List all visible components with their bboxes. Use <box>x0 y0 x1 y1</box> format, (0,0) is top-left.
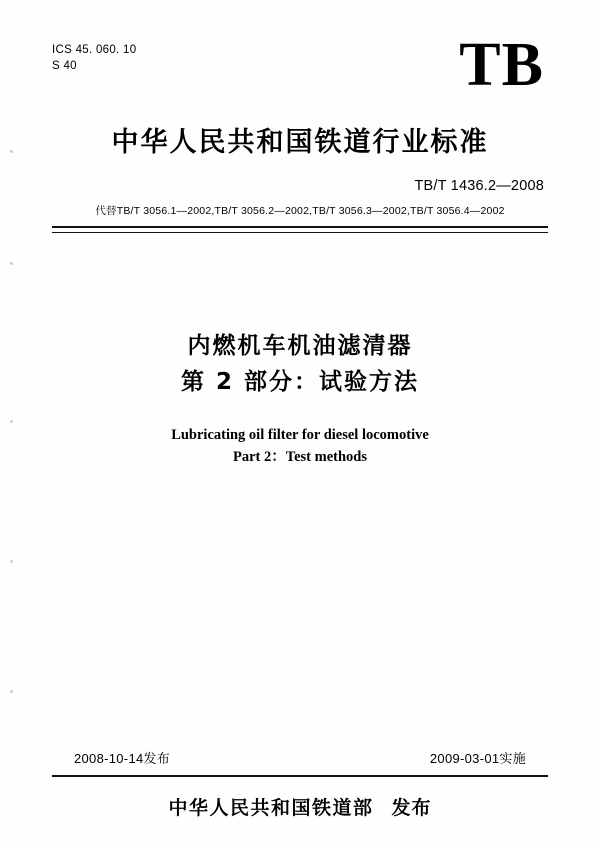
classification-codes <box>52 42 136 74</box>
header-divider-thin <box>52 232 548 233</box>
header-divider-thick <box>52 226 548 228</box>
binding-mark <box>10 560 13 563</box>
implementation-label: 实施 <box>499 752 526 767</box>
binding-mark <box>10 690 13 693</box>
replaces-prefix: 代替 <box>95 205 117 217</box>
issue-date: 2008-10-14 <box>74 751 144 766</box>
binding-mark <box>10 420 13 423</box>
replaces-list: TB/T 3056.1—2002,TB/T 3056.2—2002,TB/T 3056.3—2002,TB/T 3056.4—2002 <box>116 205 505 217</box>
document-title-chinese <box>0 328 600 400</box>
implementation-date: 2009-03-01 <box>429 751 500 766</box>
standard-number: TB/T 1436.2—2008 <box>414 178 544 194</box>
implementation-date-block <box>430 748 526 767</box>
document-title-english-line1: Lubricating oil filter for diesel locomotive <box>171 427 429 443</box>
publisher-block <box>0 793 600 820</box>
document-title-chinese-line1: 内燃机车机油滤清器 <box>187 333 413 359</box>
document-title-chinese-line2: 第 2 部分：试验方法 <box>180 369 420 395</box>
publisher-name: 中华人民共和国铁道部 <box>168 797 374 819</box>
standard-org-title: 中华人民共和国铁道行业标准 <box>111 127 489 158</box>
document-title-english-line2: Part 2：Test methods <box>233 449 367 465</box>
replaces-line <box>0 203 600 218</box>
tb-logo: TB <box>459 31 544 99</box>
publisher-verb: 发布 <box>391 797 432 819</box>
issue-date-block <box>74 748 170 767</box>
document-title-english <box>0 424 600 468</box>
issue-label: 发布 <box>143 752 171 767</box>
ics-code: ICS 45. 060. 10 <box>52 44 137 56</box>
footer-divider <box>52 775 548 777</box>
binding-mark <box>10 262 13 265</box>
classification-code: S 40 <box>52 60 77 72</box>
